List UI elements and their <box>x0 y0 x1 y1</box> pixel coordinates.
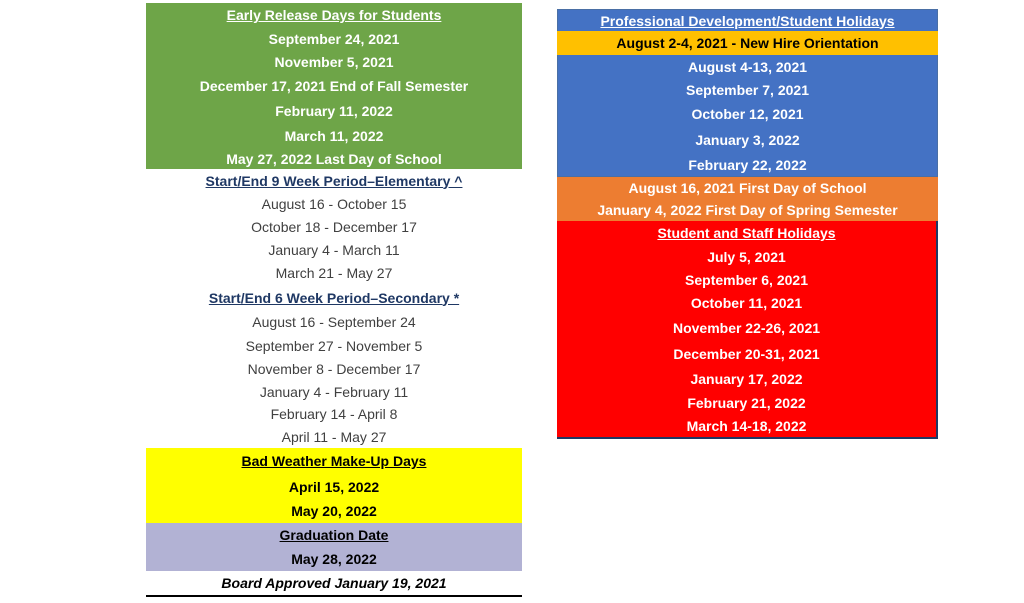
holiday-date: July 5, 2021 <box>707 248 786 265</box>
prof-dev-title: Professional Development/Student Holidays <box>600 12 895 29</box>
early-release-date: May 27, 2022 Last Day of School <box>226 150 442 167</box>
secondary-period: August 16 - September 24 <box>252 314 416 330</box>
elementary-title: Start/End 9 Week Period–Elementary ^ <box>205 172 463 189</box>
graduation-section <box>146 523 522 571</box>
prof-dev-date: September 7, 2021 <box>686 81 809 98</box>
elementary-section <box>146 169 522 285</box>
prof-dev-date: January 3, 2022 <box>695 132 800 148</box>
first-day-item: August 16, 2021 First Day of School <box>628 180 867 196</box>
holiday-date: September 6, 2021 <box>685 271 808 288</box>
early-release-date: March 11, 2022 <box>284 127 384 144</box>
prof-dev-date: October 12, 2021 <box>691 106 804 122</box>
holiday-date: October 11, 2021 <box>690 295 803 311</box>
approval-section <box>146 571 522 597</box>
early-release-date: December 17, 2021 End of Fall Semester <box>199 77 469 94</box>
bad-weather-title: Bad Weather Make-Up Days <box>241 453 427 469</box>
secondary-period: January 4 - February 11 <box>259 383 409 400</box>
holiday-date: November 22-26, 2021 <box>672 320 821 336</box>
holidays-title: Student and Staff Holidays <box>657 225 836 241</box>
early-release-section <box>146 3 522 169</box>
secondary-period: April 11 - May 27 <box>281 428 387 445</box>
board-approval-note: Board Approved January 19, 2021 <box>221 575 447 591</box>
early-release-date: September 24, 2021 <box>268 30 400 47</box>
graduation-title: Graduation Date <box>279 527 389 543</box>
secondary-section <box>146 285 522 448</box>
elementary-period: March 21 - May 27 <box>275 265 393 281</box>
graduation-date: May 28, 2022 <box>291 551 377 567</box>
holidays-section <box>557 221 938 439</box>
bad-weather-section <box>146 448 522 523</box>
new-hire-section <box>557 31 938 55</box>
new-hire-orientation: August 2-4, 2021 - New Hire Orientation <box>616 35 879 51</box>
makeup-date: April 15, 2022 <box>288 478 380 495</box>
secondary-title: Start/End 6 Week Period–Secondary * <box>208 289 460 306</box>
holiday-date: March 14-18, 2022 <box>686 418 807 434</box>
elementary-period: October 18 - December 17 <box>251 218 417 235</box>
prof-dev-date: August 4-13, 2021 <box>687 58 808 75</box>
early-release-date: February 11, 2022 <box>275 102 393 119</box>
elementary-period: August 16 - October 15 <box>261 195 407 212</box>
prof-dev-dates-section <box>557 55 938 177</box>
holiday-date: January 17, 2022 <box>690 371 803 387</box>
left-calendar-column <box>146 3 522 597</box>
secondary-period: February 14 - April 8 <box>270 406 398 422</box>
right-calendar-column <box>557 9 938 439</box>
first-day-item: January 4, 2022 First Day of Spring Semester <box>597 202 898 218</box>
holiday-date: December 20-31, 2021 <box>673 346 820 362</box>
prof-dev-header <box>557 9 938 31</box>
secondary-period: September 27 - November 5 <box>245 337 423 354</box>
early-release-date: November 5, 2021 <box>274 53 394 70</box>
first-days-section <box>557 177 938 221</box>
secondary-period: November 8 - December 17 <box>247 360 421 377</box>
holiday-date: February 21, 2022 <box>687 395 806 411</box>
elementary-period: January 4 - March 11 <box>268 241 400 258</box>
early-release-title: Early Release Days for Students <box>226 7 442 23</box>
prof-dev-date: February 22, 2022 <box>688 156 807 173</box>
makeup-date: May 20, 2022 <box>291 503 377 519</box>
